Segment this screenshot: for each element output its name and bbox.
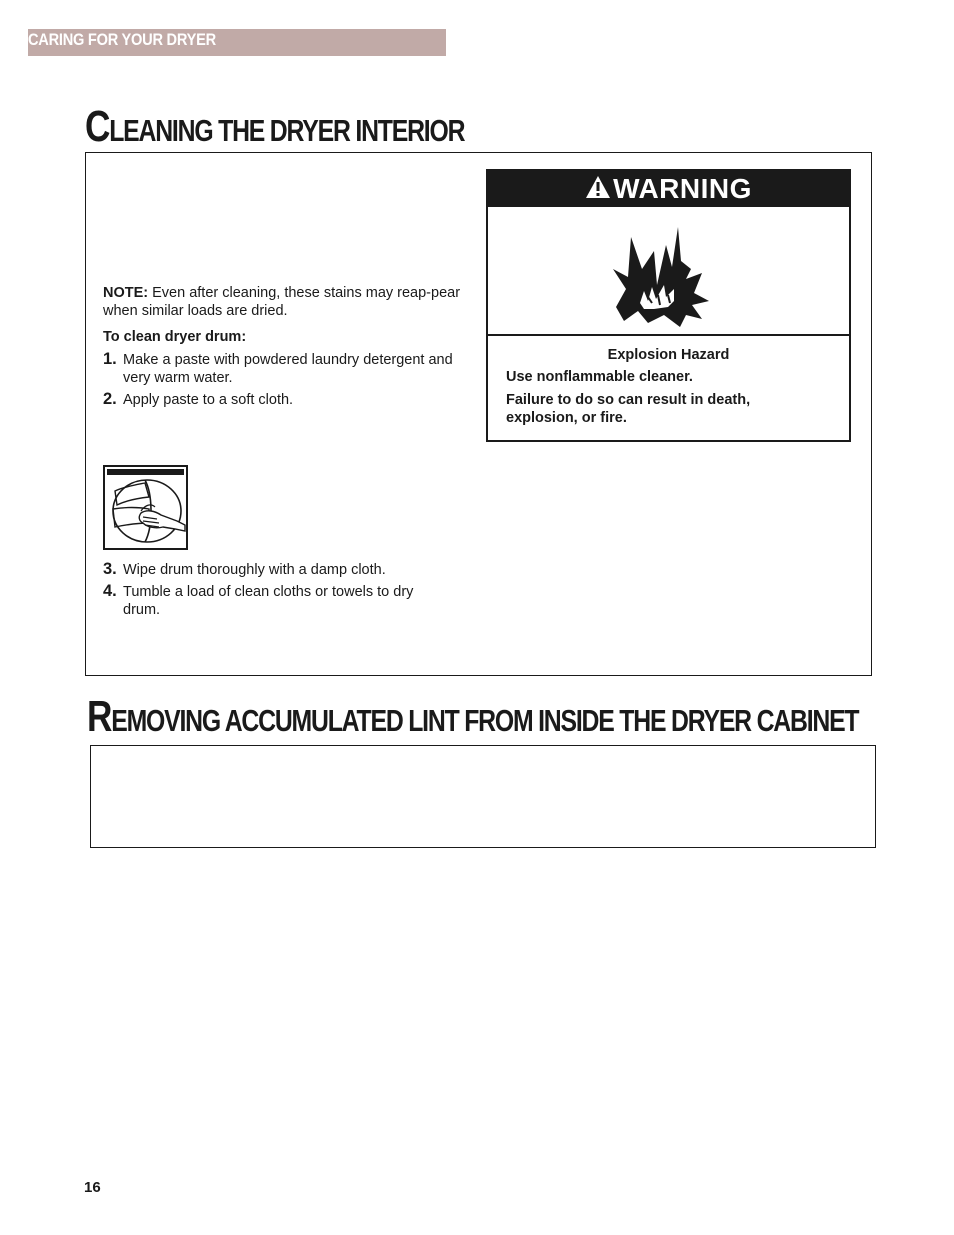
drum-heading: To clean dryer drum: xyxy=(103,329,247,345)
step-number: 2. xyxy=(103,390,117,408)
warning-divider xyxy=(488,334,849,336)
warning-consequence: Failure to do so can result in death, explosion, or fire. xyxy=(506,392,751,426)
step-text: Wipe drum thoroughly with a damp cloth. xyxy=(123,562,386,578)
step-3 xyxy=(103,561,465,579)
title-rest: LEANING THE DRYER INTERIOR xyxy=(109,113,465,148)
removing-lint-box xyxy=(90,745,876,848)
title-rest: EMOVING ACCUMULATED LINT FROM INSIDE THE DRYER CABINET xyxy=(111,703,859,738)
hazard-name: Explosion Hazard xyxy=(607,347,730,363)
step-4 xyxy=(103,583,465,619)
warning-box xyxy=(486,169,851,442)
warning-title: WARNING xyxy=(613,173,752,204)
note-text: Even after cleaning, these stains may reap-pear when similar loads are dried. xyxy=(103,285,461,319)
step-text: Apply paste to a soft cloth. xyxy=(123,392,294,408)
step-1 xyxy=(103,351,465,387)
page-number: 16 xyxy=(84,1179,101,1196)
explosion-icon xyxy=(488,207,849,334)
cleaning-interior-title xyxy=(85,102,464,152)
step-text: Make a paste with powdered laundry detergent and very warm water. xyxy=(123,352,453,386)
step-2 xyxy=(103,391,465,409)
warning-header xyxy=(488,171,849,207)
title-initial: C xyxy=(85,102,110,151)
section-header-label: CARING FOR YOUR DRYER xyxy=(28,30,216,49)
warning-instruction: Use nonflammable cleaner. xyxy=(506,369,693,385)
note-paragraph xyxy=(103,284,465,320)
warning-triangle-icon xyxy=(585,172,611,208)
step-number: 1. xyxy=(103,350,117,368)
title-initial: R xyxy=(87,692,112,741)
step-text: Tumble a load of clean cloths or towels to dry drum. xyxy=(123,584,414,618)
removing-lint-title xyxy=(87,692,858,742)
step-number: 3. xyxy=(103,560,117,578)
step-number: 4. xyxy=(103,582,117,600)
hand-wiping-drum-icon xyxy=(103,465,188,550)
note-label: NOTE: xyxy=(103,285,149,301)
